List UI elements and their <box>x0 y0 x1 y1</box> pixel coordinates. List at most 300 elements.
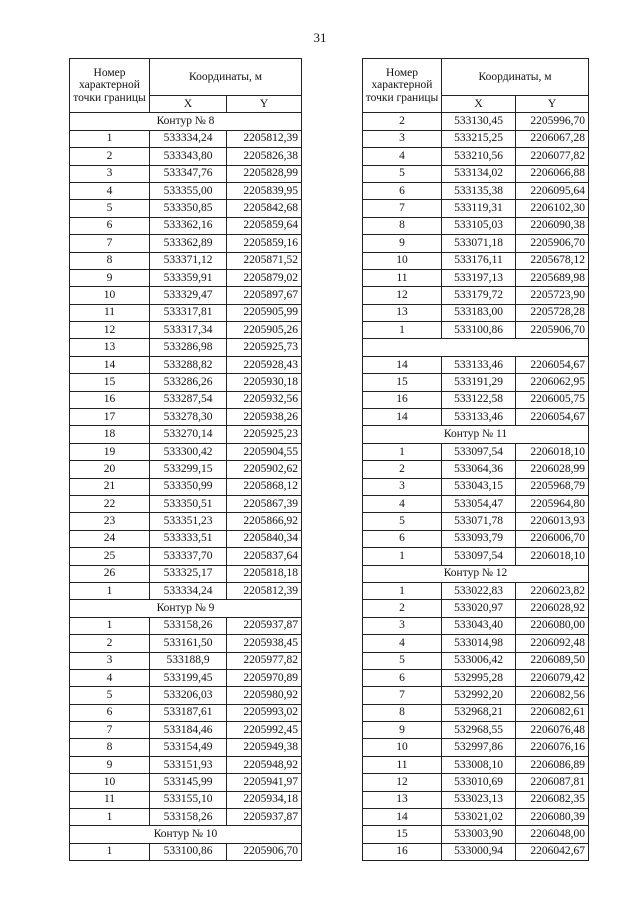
x-coordinate-cell: 533362,89 <box>150 235 227 252</box>
table-row <box>363 130 589 147</box>
point-number-cell: 5 <box>363 513 442 530</box>
point-number-cell: 23 <box>70 513 150 530</box>
point-number-cell: 5 <box>363 652 442 669</box>
y-coordinate-cell: 2206076,16 <box>516 739 589 756</box>
x-coordinate-cell: 532992,20 <box>442 687 516 704</box>
point-number-cell: 3 <box>363 130 442 147</box>
point-number-cell: 6 <box>70 217 150 234</box>
point-number-cell: 24 <box>70 530 150 547</box>
y-coordinate-cell: 2205938,45 <box>227 635 302 652</box>
point-number-cell: 5 <box>363 165 442 182</box>
contour-row <box>363 426 589 443</box>
x-coordinate-cell: 533008,10 <box>442 756 516 773</box>
x-coordinate-cell: 533003,90 <box>442 826 516 843</box>
point-number-cell: 20 <box>70 461 150 478</box>
contour-label: Контур № 8 <box>70 113 302 130</box>
point-number-cell: 5 <box>70 200 150 217</box>
point-number-cell: 14 <box>363 809 442 826</box>
point-number-cell: 10 <box>363 739 442 756</box>
table-row <box>70 165 302 182</box>
y-coordinate-cell: 2206082,56 <box>516 687 589 704</box>
table-row <box>70 843 302 860</box>
table-row <box>70 722 302 739</box>
x-coordinate-cell: 533130,45 <box>442 113 516 130</box>
y-coordinate-cell: 2206048,00 <box>516 826 589 843</box>
y-coordinate-cell: 2206066,88 <box>516 165 589 182</box>
point-number-cell: 11 <box>70 304 150 321</box>
table-row <box>70 426 302 443</box>
x-coordinate-cell: 533270,14 <box>150 426 227 443</box>
table-row <box>70 478 302 495</box>
point-number-cell: 7 <box>363 687 442 704</box>
x-coordinate-cell: 533210,56 <box>442 148 516 165</box>
point-number-cell: 6 <box>363 530 442 547</box>
point-number-cell: 8 <box>363 217 442 234</box>
y-coordinate-cell: 2206082,61 <box>516 704 589 721</box>
point-number-cell: 2 <box>363 461 442 478</box>
table-row <box>70 130 302 147</box>
table-row <box>363 843 589 860</box>
x-coordinate-cell: 533151,93 <box>150 756 227 773</box>
x-coordinate-cell: 533334,24 <box>150 130 227 147</box>
x-coordinate-cell: 533206,03 <box>150 687 227 704</box>
table-row <box>70 182 302 199</box>
table-row <box>70 687 302 704</box>
header-x: X <box>442 96 516 113</box>
point-number-cell: 11 <box>363 269 442 286</box>
y-coordinate-cell: 2205970,89 <box>227 669 302 686</box>
table-row <box>70 565 302 582</box>
y-coordinate-cell: 2206067,28 <box>516 130 589 147</box>
x-coordinate-cell: 533119,31 <box>442 200 516 217</box>
table-row <box>363 617 589 634</box>
x-coordinate-cell: 533133,46 <box>442 409 516 426</box>
table-row <box>363 600 589 617</box>
blank-cell <box>363 339 589 356</box>
y-coordinate-cell: 2206006,70 <box>516 530 589 547</box>
point-number-cell: 18 <box>70 426 150 443</box>
point-number-cell: 2 <box>363 113 442 130</box>
contour-row <box>70 113 302 130</box>
table-row <box>363 774 589 791</box>
y-coordinate-cell: 2206090,38 <box>516 217 589 234</box>
y-coordinate-cell: 2205689,98 <box>516 269 589 286</box>
point-number-cell: 7 <box>70 722 150 739</box>
table-row <box>70 495 302 512</box>
table-row <box>363 374 589 391</box>
x-coordinate-cell: 533278,30 <box>150 409 227 426</box>
table-row <box>70 304 302 321</box>
y-coordinate-cell: 2205968,79 <box>516 478 589 495</box>
y-coordinate-cell: 2205925,23 <box>227 426 302 443</box>
table-row <box>363 582 589 599</box>
y-coordinate-cell: 2206087,81 <box>516 774 589 791</box>
contour-label: Контур № 9 <box>70 600 302 617</box>
y-coordinate-cell: 2205897,67 <box>227 287 302 304</box>
point-number-cell: 16 <box>363 843 442 860</box>
x-coordinate-cell: 533135,38 <box>442 182 516 199</box>
table-row <box>363 391 589 408</box>
point-number-cell: 10 <box>70 287 150 304</box>
y-coordinate-cell: 2206079,42 <box>516 669 589 686</box>
y-coordinate-cell: 2206080,00 <box>516 617 589 634</box>
point-number-cell: 1 <box>70 582 150 599</box>
x-coordinate-cell: 533100,86 <box>150 843 227 860</box>
point-number-cell: 1 <box>70 617 150 634</box>
point-number-cell: 10 <box>70 774 150 791</box>
x-coordinate-cell: 533134,02 <box>442 165 516 182</box>
x-coordinate-cell: 533022,83 <box>442 582 516 599</box>
y-coordinate-cell: 2205839,95 <box>227 182 302 199</box>
point-number-cell: 2 <box>363 600 442 617</box>
table-row <box>70 443 302 460</box>
table-row <box>70 617 302 634</box>
point-number-cell: 4 <box>70 669 150 686</box>
point-number-cell: 4 <box>363 148 442 165</box>
table-row <box>363 252 589 269</box>
point-number-cell: 9 <box>363 722 442 739</box>
x-coordinate-cell: 533317,81 <box>150 304 227 321</box>
y-coordinate-cell: 2205949,38 <box>227 739 302 756</box>
table-row <box>363 791 589 808</box>
y-coordinate-cell: 2205932,56 <box>227 391 302 408</box>
table-row <box>70 548 302 565</box>
contour-row <box>70 600 302 617</box>
x-coordinate-cell: 533093,79 <box>442 530 516 547</box>
point-number-cell: 12 <box>363 774 442 791</box>
table-row <box>363 739 589 756</box>
table-row <box>70 582 302 599</box>
y-coordinate-cell: 2205905,99 <box>227 304 302 321</box>
y-coordinate-cell: 2205948,92 <box>227 756 302 773</box>
table-row <box>70 235 302 252</box>
x-coordinate-cell: 533097,54 <box>442 443 516 460</box>
blank-row <box>363 339 589 356</box>
x-coordinate-cell: 533105,03 <box>442 217 516 234</box>
x-coordinate-cell: 533023,13 <box>442 791 516 808</box>
point-number-cell: 13 <box>363 791 442 808</box>
point-number-cell: 6 <box>363 182 442 199</box>
table-row <box>70 391 302 408</box>
header-coordinates: Координаты, м <box>150 59 302 96</box>
y-coordinate-cell: 2205902,62 <box>227 461 302 478</box>
y-coordinate-cell: 2206023,82 <box>516 582 589 599</box>
table-row <box>70 704 302 721</box>
header-point-number: Номер характерной точки границы <box>70 59 150 113</box>
point-number-cell: 4 <box>363 495 442 512</box>
x-coordinate-cell: 533188,9 <box>150 652 227 669</box>
x-coordinate-cell: 533334,24 <box>150 582 227 599</box>
table-row <box>363 495 589 512</box>
y-coordinate-cell: 2206082,35 <box>516 791 589 808</box>
y-coordinate-cell: 2205871,52 <box>227 252 302 269</box>
y-coordinate-cell: 2205837,64 <box>227 548 302 565</box>
header-y: Y <box>227 96 302 113</box>
table-row <box>70 148 302 165</box>
x-coordinate-cell: 533161,50 <box>150 635 227 652</box>
contour-label: Контур № 12 <box>363 565 589 582</box>
y-coordinate-cell: 2206089,50 <box>516 652 589 669</box>
point-number-cell: 13 <box>363 304 442 321</box>
y-coordinate-cell: 2205925,73 <box>227 339 302 356</box>
x-coordinate-cell: 533286,26 <box>150 374 227 391</box>
x-coordinate-cell: 533183,00 <box>442 304 516 321</box>
point-number-cell: 15 <box>70 374 150 391</box>
point-number-cell: 14 <box>363 356 442 373</box>
point-number-cell: 7 <box>70 235 150 252</box>
point-number-cell: 1 <box>363 322 442 339</box>
y-coordinate-cell: 2205826,38 <box>227 148 302 165</box>
y-coordinate-cell: 2205728,28 <box>516 304 589 321</box>
point-number-cell: 1 <box>70 843 150 860</box>
table-row <box>363 652 589 669</box>
table-row <box>363 756 589 773</box>
x-coordinate-cell: 533347,76 <box>150 165 227 182</box>
table-row <box>363 287 589 304</box>
point-number-cell: 3 <box>363 617 442 634</box>
table-row <box>70 530 302 547</box>
x-coordinate-cell: 533286,98 <box>150 339 227 356</box>
header-coordinates: Координаты, м <box>442 59 589 96</box>
x-coordinate-cell: 533343,80 <box>150 148 227 165</box>
x-coordinate-cell: 533288,82 <box>150 356 227 373</box>
x-coordinate-cell: 533197,13 <box>442 269 516 286</box>
table-row <box>363 478 589 495</box>
x-coordinate-cell: 533350,85 <box>150 200 227 217</box>
table-row <box>70 269 302 286</box>
y-coordinate-cell: 2205812,39 <box>227 582 302 599</box>
point-number-cell: 10 <box>363 252 442 269</box>
x-coordinate-cell: 533176,11 <box>442 252 516 269</box>
y-coordinate-cell: 2206076,48 <box>516 722 589 739</box>
table-row <box>363 548 589 565</box>
y-coordinate-cell: 2205859,64 <box>227 217 302 234</box>
point-number-cell: 15 <box>363 826 442 843</box>
table-row <box>363 826 589 843</box>
y-coordinate-cell: 2205879,02 <box>227 269 302 286</box>
table-row <box>70 252 302 269</box>
x-coordinate-cell: 533355,00 <box>150 182 227 199</box>
x-coordinate-cell: 533287,54 <box>150 391 227 408</box>
x-coordinate-cell: 533100,86 <box>442 322 516 339</box>
point-number-cell: 6 <box>363 669 442 686</box>
table-row <box>70 791 302 808</box>
table-row <box>363 356 589 373</box>
table-row <box>70 756 302 773</box>
coordinates-table-right <box>362 58 589 861</box>
table-row <box>363 269 589 286</box>
x-coordinate-cell: 533097,54 <box>442 548 516 565</box>
table-row <box>363 530 589 547</box>
contour-row <box>70 826 302 843</box>
x-coordinate-cell: 533184,46 <box>150 722 227 739</box>
y-coordinate-cell: 2206086,89 <box>516 756 589 773</box>
x-coordinate-cell: 533014,98 <box>442 635 516 652</box>
table-row <box>70 356 302 373</box>
point-number-cell: 5 <box>70 687 150 704</box>
point-number-cell: 19 <box>70 443 150 460</box>
table-row <box>363 809 589 826</box>
table-row <box>363 200 589 217</box>
table-row <box>363 513 589 530</box>
y-coordinate-cell: 2205992,45 <box>227 722 302 739</box>
y-coordinate-cell: 2205723,90 <box>516 287 589 304</box>
point-number-cell: 9 <box>70 269 150 286</box>
y-coordinate-cell: 2205868,12 <box>227 478 302 495</box>
table-row <box>70 200 302 217</box>
point-number-cell: 3 <box>70 165 150 182</box>
x-coordinate-cell: 533133,46 <box>442 356 516 373</box>
point-number-cell: 2 <box>70 635 150 652</box>
y-coordinate-cell: 2205859,16 <box>227 235 302 252</box>
point-number-cell: 25 <box>70 548 150 565</box>
x-coordinate-cell: 533071,18 <box>442 235 516 252</box>
contour-row <box>363 565 589 582</box>
table-row <box>70 217 302 234</box>
coordinates-table-left <box>69 58 302 861</box>
point-number-cell: 9 <box>70 756 150 773</box>
y-coordinate-cell: 2205993,02 <box>227 704 302 721</box>
y-coordinate-cell: 2205996,70 <box>516 113 589 130</box>
y-coordinate-cell: 2205906,70 <box>516 322 589 339</box>
y-coordinate-cell: 2206095,64 <box>516 182 589 199</box>
x-coordinate-cell: 533122,58 <box>442 391 516 408</box>
y-coordinate-cell: 2206077,82 <box>516 148 589 165</box>
x-coordinate-cell: 533187,61 <box>150 704 227 721</box>
x-coordinate-cell: 532968,55 <box>442 722 516 739</box>
table-row <box>363 165 589 182</box>
header-point-number: Номер характерной точки границы <box>363 59 442 113</box>
y-coordinate-cell: 2205937,87 <box>227 809 302 826</box>
y-coordinate-cell: 2205941,97 <box>227 774 302 791</box>
x-coordinate-cell: 533071,78 <box>442 513 516 530</box>
x-coordinate-cell: 533145,99 <box>150 774 227 791</box>
point-number-cell: 14 <box>363 409 442 426</box>
point-number-cell: 1 <box>363 443 442 460</box>
table-row <box>363 443 589 460</box>
point-number-cell: 6 <box>70 704 150 721</box>
x-coordinate-cell: 533215,25 <box>442 130 516 147</box>
table-row <box>70 635 302 652</box>
y-coordinate-cell: 2205964,80 <box>516 495 589 512</box>
point-number-cell: 11 <box>70 791 150 808</box>
x-coordinate-cell: 533006,42 <box>442 652 516 669</box>
point-number-cell: 16 <box>363 391 442 408</box>
x-coordinate-cell: 533020,97 <box>442 600 516 617</box>
y-coordinate-cell: 2205818,18 <box>227 565 302 582</box>
table-row <box>363 182 589 199</box>
x-coordinate-cell: 533043,40 <box>442 617 516 634</box>
point-number-cell: 4 <box>363 635 442 652</box>
point-number-cell: 1 <box>70 130 150 147</box>
table-row <box>363 113 589 130</box>
y-coordinate-cell: 2206080,39 <box>516 809 589 826</box>
table-row <box>70 287 302 304</box>
y-coordinate-cell: 2206062,95 <box>516 374 589 391</box>
x-coordinate-cell: 533064,36 <box>442 461 516 478</box>
table-row <box>363 409 589 426</box>
table-row <box>70 409 302 426</box>
y-coordinate-cell: 2205937,87 <box>227 617 302 634</box>
x-coordinate-cell: 532997,86 <box>442 739 516 756</box>
x-coordinate-cell: 533325,17 <box>150 565 227 582</box>
point-number-cell: 9 <box>363 235 442 252</box>
table-row <box>363 635 589 652</box>
table-row <box>70 513 302 530</box>
page-number: 31 <box>313 30 327 45</box>
y-coordinate-cell: 2205828,99 <box>227 165 302 182</box>
x-coordinate-cell: 533299,15 <box>150 461 227 478</box>
table-row <box>363 322 589 339</box>
x-coordinate-cell: 533317,34 <box>150 322 227 339</box>
y-coordinate-cell: 2205905,26 <box>227 322 302 339</box>
point-number-cell: 22 <box>70 495 150 512</box>
x-coordinate-cell: 533362,16 <box>150 217 227 234</box>
y-coordinate-cell: 2206005,75 <box>516 391 589 408</box>
x-coordinate-cell: 533191,29 <box>442 374 516 391</box>
y-coordinate-cell: 2206054,67 <box>516 356 589 373</box>
y-coordinate-cell: 2205678,12 <box>516 252 589 269</box>
point-number-cell: 8 <box>363 704 442 721</box>
x-coordinate-cell: 533359,91 <box>150 269 227 286</box>
y-coordinate-cell: 2206042,67 <box>516 843 589 860</box>
y-coordinate-cell: 2205930,18 <box>227 374 302 391</box>
y-coordinate-cell: 2205934,18 <box>227 791 302 808</box>
y-coordinate-cell: 2205866,92 <box>227 513 302 530</box>
y-coordinate-cell: 2206018,10 <box>516 443 589 460</box>
table-row <box>70 339 302 356</box>
table-row <box>70 461 302 478</box>
x-coordinate-cell: 533351,23 <box>150 513 227 530</box>
table-row <box>70 739 302 756</box>
y-coordinate-cell: 2205906,70 <box>516 235 589 252</box>
table-row <box>70 774 302 791</box>
y-coordinate-cell: 2205977,82 <box>227 652 302 669</box>
point-number-cell: 12 <box>70 322 150 339</box>
x-coordinate-cell: 532995,28 <box>442 669 516 686</box>
table-row <box>70 652 302 669</box>
x-coordinate-cell: 533154,49 <box>150 739 227 756</box>
y-coordinate-cell: 2206028,99 <box>516 461 589 478</box>
y-coordinate-cell: 2206013,93 <box>516 513 589 530</box>
point-number-cell: 13 <box>70 339 150 356</box>
x-coordinate-cell: 533010,69 <box>442 774 516 791</box>
x-coordinate-cell: 533333,51 <box>150 530 227 547</box>
x-coordinate-cell: 533054,47 <box>442 495 516 512</box>
x-coordinate-cell: 533199,45 <box>150 669 227 686</box>
table-row <box>363 461 589 478</box>
x-coordinate-cell: 533021,02 <box>442 809 516 826</box>
x-coordinate-cell: 533300,42 <box>150 443 227 460</box>
x-coordinate-cell: 533337,70 <box>150 548 227 565</box>
y-coordinate-cell: 2205840,34 <box>227 530 302 547</box>
point-number-cell: 3 <box>70 652 150 669</box>
table-row <box>70 809 302 826</box>
x-coordinate-cell: 533350,99 <box>150 478 227 495</box>
table-row <box>363 669 589 686</box>
point-number-cell: 14 <box>70 356 150 373</box>
point-number-cell: 2 <box>70 148 150 165</box>
point-number-cell: 8 <box>70 252 150 269</box>
table-row <box>70 322 302 339</box>
y-coordinate-cell: 2205842,68 <box>227 200 302 217</box>
table-row <box>70 374 302 391</box>
y-coordinate-cell: 2205812,39 <box>227 130 302 147</box>
table-body-left <box>70 113 302 861</box>
x-coordinate-cell: 533350,51 <box>150 495 227 512</box>
y-coordinate-cell: 2206018,10 <box>516 548 589 565</box>
x-coordinate-cell: 533371,12 <box>150 252 227 269</box>
